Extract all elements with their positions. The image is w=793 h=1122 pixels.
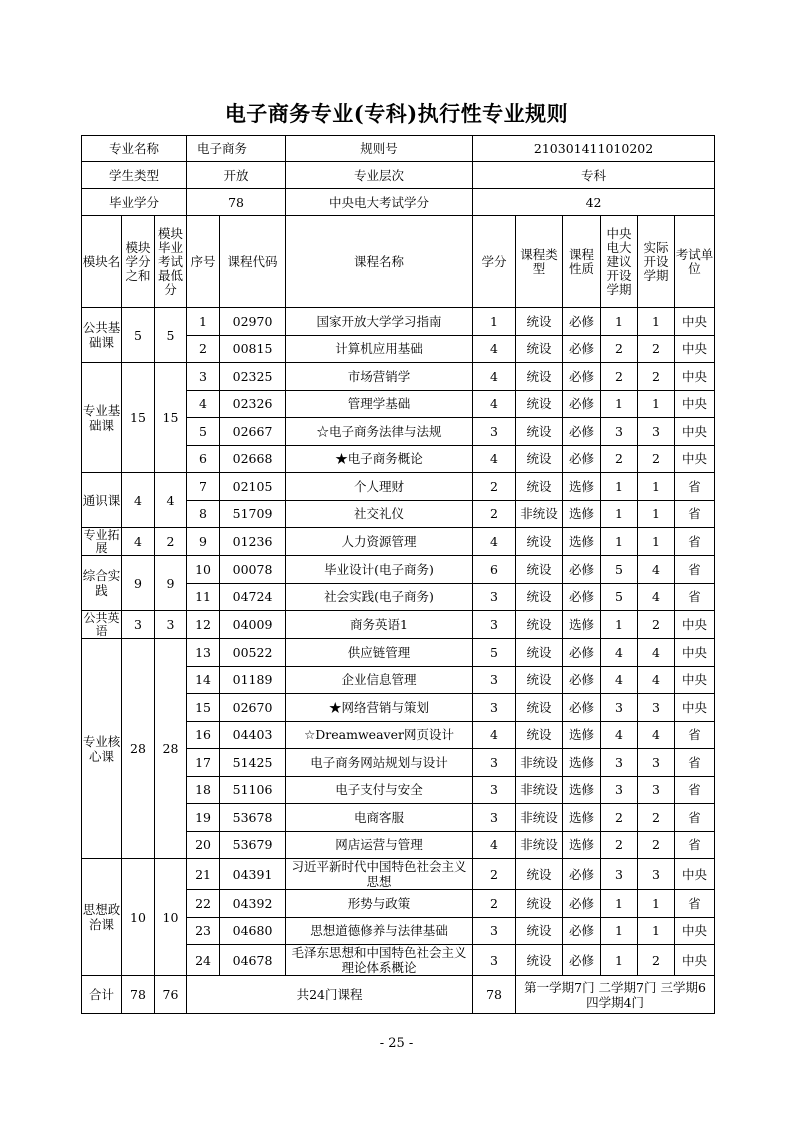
course-seq: 18 bbox=[187, 776, 220, 804]
course-nature: 必修 bbox=[563, 639, 601, 667]
table-row bbox=[82, 528, 715, 556]
course-type: 统设 bbox=[516, 308, 563, 336]
header-code: 课程代码 bbox=[220, 216, 286, 308]
course-code: 02326 bbox=[220, 390, 286, 418]
course-nature: 必修 bbox=[563, 335, 601, 363]
course-seq: 21 bbox=[187, 859, 220, 890]
course-nature: 选修 bbox=[563, 611, 601, 639]
course-credit: 2 bbox=[473, 890, 516, 918]
course-code: 04680 bbox=[220, 917, 286, 945]
course-code: 04391 bbox=[220, 859, 286, 890]
module-min: 28 bbox=[155, 639, 187, 859]
course-seq: 5 bbox=[187, 418, 220, 446]
course-credit: 1 bbox=[473, 308, 516, 336]
header-seq: 序号 bbox=[187, 216, 220, 308]
course-code: 02667 bbox=[220, 418, 286, 446]
course-seq: 19 bbox=[187, 804, 220, 832]
course-exam-unit: 省 bbox=[675, 528, 715, 556]
table-row bbox=[82, 308, 715, 336]
course-credit: 3 bbox=[473, 666, 516, 694]
course-seq: 20 bbox=[187, 831, 220, 859]
module-min: 15 bbox=[155, 363, 187, 473]
course-suggest-term: 4 bbox=[601, 721, 638, 749]
course-nature: 选修 bbox=[563, 721, 601, 749]
course-type: 统设 bbox=[516, 556, 563, 584]
course-nature: 必修 bbox=[563, 308, 601, 336]
course-type: 统设 bbox=[516, 445, 563, 473]
course-course-name: 形势与政策 bbox=[286, 890, 473, 918]
table-row bbox=[82, 363, 715, 391]
info-row-2 bbox=[82, 162, 715, 189]
course-code: 02670 bbox=[220, 694, 286, 722]
summary-credit: 78 bbox=[122, 976, 155, 1014]
course-type: 统设 bbox=[516, 890, 563, 918]
course-course-name: ★电子商务概论 bbox=[286, 445, 473, 473]
course-exam-unit: 省 bbox=[675, 804, 715, 832]
course-exam-unit: 中央 bbox=[675, 639, 715, 667]
course-actual-term: 2 bbox=[638, 445, 675, 473]
course-actual-term: 1 bbox=[638, 308, 675, 336]
course-credit: 2 bbox=[473, 859, 516, 890]
course-code: 53678 bbox=[220, 804, 286, 832]
course-exam-unit: 省 bbox=[675, 583, 715, 611]
course-suggest-term: 2 bbox=[601, 831, 638, 859]
table-row bbox=[82, 556, 715, 584]
major-name-label: 专业名称 bbox=[82, 136, 187, 162]
header-nature: 课程性质 bbox=[563, 216, 601, 308]
course-exam-unit: 省 bbox=[675, 500, 715, 528]
course-exam-unit: 省 bbox=[675, 831, 715, 859]
course-nature: 选修 bbox=[563, 804, 601, 832]
header-course-name: 课程名称 bbox=[286, 216, 473, 308]
course-credit: 3 bbox=[473, 917, 516, 945]
module-name: 通识课 bbox=[82, 473, 122, 528]
course-actual-term: 1 bbox=[638, 917, 675, 945]
central-credit-label: 中央电大考试学分 bbox=[286, 189, 473, 216]
course-seq: 14 bbox=[187, 666, 220, 694]
course-nature: 选修 bbox=[563, 749, 601, 777]
course-code: 04724 bbox=[220, 583, 286, 611]
course-seq: 7 bbox=[187, 473, 220, 501]
course-course-name: 毕业设计(电子商务) bbox=[286, 556, 473, 584]
course-code: 01236 bbox=[220, 528, 286, 556]
module-name: 综合实践 bbox=[82, 556, 122, 611]
header-actual-term: 实际开设学期 bbox=[638, 216, 675, 308]
course-seq: 23 bbox=[187, 917, 220, 945]
course-actual-term: 3 bbox=[638, 776, 675, 804]
course-actual-term: 2 bbox=[638, 831, 675, 859]
course-course-name: 国家开放大学学习指南 bbox=[286, 308, 473, 336]
course-exam-unit: 中央 bbox=[675, 666, 715, 694]
course-nature: 选修 bbox=[563, 528, 601, 556]
module-name: 思想政治课 bbox=[82, 859, 122, 976]
table-row bbox=[82, 639, 715, 667]
course-course-name: 社交礼仪 bbox=[286, 500, 473, 528]
course-suggest-term: 2 bbox=[601, 445, 638, 473]
course-type: 统设 bbox=[516, 363, 563, 391]
course-suggest-term: 1 bbox=[601, 917, 638, 945]
course-suggest-term: 4 bbox=[601, 639, 638, 667]
course-credit: 3 bbox=[473, 694, 516, 722]
course-type: 统设 bbox=[516, 583, 563, 611]
course-suggest-term: 1 bbox=[601, 890, 638, 918]
module-credit: 15 bbox=[122, 363, 155, 473]
course-exam-unit: 中央 bbox=[675, 335, 715, 363]
course-nature: 必修 bbox=[563, 890, 601, 918]
course-suggest-term: 4 bbox=[601, 666, 638, 694]
course-suggest-term: 5 bbox=[601, 556, 638, 584]
course-type: 统设 bbox=[516, 945, 563, 976]
course-nature: 必修 bbox=[563, 859, 601, 890]
course-code: 01189 bbox=[220, 666, 286, 694]
course-course-name: 毛泽东思想和中国特色社会主义理论体系概论 bbox=[286, 945, 473, 976]
module-min: 4 bbox=[155, 473, 187, 528]
course-actual-term: 2 bbox=[638, 363, 675, 391]
course-nature: 选修 bbox=[563, 776, 601, 804]
module-name: 专业基础课 bbox=[82, 363, 122, 473]
course-seq: 16 bbox=[187, 721, 220, 749]
summary-course-count: 共24门课程 bbox=[187, 976, 473, 1014]
course-actual-term: 4 bbox=[638, 639, 675, 667]
course-code: 02105 bbox=[220, 473, 286, 501]
course-course-name: 管理学基础 bbox=[286, 390, 473, 418]
course-actual-term: 2 bbox=[638, 945, 675, 976]
course-actual-term: 2 bbox=[638, 611, 675, 639]
rule-no-value: 210301411010202 bbox=[473, 136, 715, 162]
course-course-name: 个人理财 bbox=[286, 473, 473, 501]
info-row-3 bbox=[82, 189, 715, 216]
course-suggest-term: 2 bbox=[601, 363, 638, 391]
course-exam-unit: 省 bbox=[675, 473, 715, 501]
course-code: 53679 bbox=[220, 831, 286, 859]
module-credit: 10 bbox=[122, 859, 155, 976]
course-seq: 8 bbox=[187, 500, 220, 528]
module-credit: 9 bbox=[122, 556, 155, 611]
info-row-1 bbox=[82, 136, 715, 162]
course-exam-unit: 中央 bbox=[675, 308, 715, 336]
summary-total-credit: 78 bbox=[473, 976, 516, 1014]
table-row bbox=[82, 611, 715, 639]
header-type: 课程类型 bbox=[516, 216, 563, 308]
course-code: 02970 bbox=[220, 308, 286, 336]
course-seq: 12 bbox=[187, 611, 220, 639]
course-nature: 必修 bbox=[563, 666, 601, 694]
course-code: 00522 bbox=[220, 639, 286, 667]
course-actual-term: 3 bbox=[638, 859, 675, 890]
summary-terms: 第一学期7门 二学期7门 三学期6 四学期4门 bbox=[516, 976, 715, 1014]
course-course-name: 供应链管理 bbox=[286, 639, 473, 667]
course-credit: 4 bbox=[473, 721, 516, 749]
course-type: 非统设 bbox=[516, 500, 563, 528]
course-actual-term: 3 bbox=[638, 418, 675, 446]
rule-no-label: 规则号 bbox=[286, 136, 473, 162]
course-suggest-term: 3 bbox=[601, 859, 638, 890]
course-course-name: 电商客服 bbox=[286, 804, 473, 832]
header-module-credit: 模块学分之和 bbox=[122, 216, 155, 308]
page-title: 电子商务专业(专科)执行性专业规则 bbox=[224, 101, 569, 126]
course-code: 51709 bbox=[220, 500, 286, 528]
course-suggest-term: 1 bbox=[601, 308, 638, 336]
course-course-name: 习近平新时代中国特色社会主义思想 bbox=[286, 859, 473, 890]
course-code: 00078 bbox=[220, 556, 286, 584]
course-actual-term: 3 bbox=[638, 749, 675, 777]
course-type: 统设 bbox=[516, 694, 563, 722]
course-course-name: 商务英语1 bbox=[286, 611, 473, 639]
course-seq: 1 bbox=[187, 308, 220, 336]
course-actual-term: 1 bbox=[638, 528, 675, 556]
course-course-name: 网店运营与管理 bbox=[286, 831, 473, 859]
module-name: 专业拓展 bbox=[83, 528, 120, 555]
grad-credit-label: 毕业学分 bbox=[82, 189, 187, 216]
course-seq: 22 bbox=[187, 890, 220, 918]
level-label: 专业层次 bbox=[286, 162, 473, 189]
level-value: 专科 bbox=[473, 162, 715, 189]
course-suggest-term: 3 bbox=[601, 749, 638, 777]
course-credit: 4 bbox=[473, 528, 516, 556]
course-credit: 4 bbox=[473, 335, 516, 363]
course-type: 统设 bbox=[516, 528, 563, 556]
course-type: 统设 bbox=[516, 721, 563, 749]
course-nature: 必修 bbox=[563, 945, 601, 976]
course-exam-unit: 中央 bbox=[675, 418, 715, 446]
course-nature: 必修 bbox=[563, 556, 601, 584]
course-seq: 24 bbox=[187, 945, 220, 976]
course-nature: 必修 bbox=[563, 694, 601, 722]
course-suggest-term: 1 bbox=[601, 528, 638, 556]
course-seq: 3 bbox=[187, 363, 220, 391]
course-code: 04678 bbox=[220, 945, 286, 976]
course-seq: 6 bbox=[187, 445, 220, 473]
course-code: 51425 bbox=[220, 749, 286, 777]
header-module-min: 模块毕业考试最低分 bbox=[155, 216, 187, 308]
header-module-name: 模块名 bbox=[82, 216, 122, 308]
module-credit: 3 bbox=[122, 611, 155, 639]
course-exam-unit: 中央 bbox=[675, 694, 715, 722]
course-type: 非统设 bbox=[516, 831, 563, 859]
table-row bbox=[82, 473, 715, 501]
course-course-name: 社会实践(电子商务) bbox=[286, 583, 473, 611]
course-course-name: 思想道德修养与法律基础 bbox=[286, 917, 473, 945]
course-actual-term: 4 bbox=[638, 721, 675, 749]
course-credit: 4 bbox=[473, 445, 516, 473]
course-credit: 4 bbox=[473, 831, 516, 859]
course-type: 非统设 bbox=[516, 749, 563, 777]
course-actual-term: 1 bbox=[638, 500, 675, 528]
course-actual-term: 4 bbox=[638, 666, 675, 694]
course-suggest-term: 3 bbox=[601, 418, 638, 446]
course-suggest-term: 1 bbox=[601, 611, 638, 639]
course-type: 统设 bbox=[516, 666, 563, 694]
course-credit: 4 bbox=[473, 363, 516, 391]
course-actual-term: 2 bbox=[638, 335, 675, 363]
course-seq: 15 bbox=[187, 694, 220, 722]
header-suggest-term: 中央电大建议开设学期 bbox=[601, 216, 638, 308]
course-nature: 必修 bbox=[563, 390, 601, 418]
major-name-value: 电子商务 bbox=[187, 136, 286, 162]
course-code: 04009 bbox=[220, 611, 286, 639]
course-course-name: 市场营销学 bbox=[286, 363, 473, 391]
course-seq: 4 bbox=[187, 390, 220, 418]
course-seq: 11 bbox=[187, 583, 220, 611]
course-course-name: 企业信息管理 bbox=[286, 666, 473, 694]
student-type-value: 开放 bbox=[187, 162, 286, 189]
course-course-name: ★网络营销与策划 bbox=[286, 694, 473, 722]
course-credit: 3 bbox=[473, 749, 516, 777]
course-code: 04403 bbox=[220, 721, 286, 749]
course-exam-unit: 中央 bbox=[675, 445, 715, 473]
course-suggest-term: 2 bbox=[601, 335, 638, 363]
course-suggest-term: 1 bbox=[601, 945, 638, 976]
course-credit: 3 bbox=[473, 418, 516, 446]
course-seq: 9 bbox=[187, 528, 220, 556]
module-min: 3 bbox=[155, 611, 187, 639]
course-exam-unit: 中央 bbox=[675, 945, 715, 976]
course-code: 02668 bbox=[220, 445, 286, 473]
header-row bbox=[82, 216, 715, 308]
course-credit: 2 bbox=[473, 500, 516, 528]
course-exam-unit: 省 bbox=[675, 749, 715, 777]
module-credit: 5 bbox=[122, 308, 155, 363]
summary-row bbox=[82, 976, 715, 1014]
module-name: 公共基础课 bbox=[82, 308, 122, 363]
course-suggest-term: 1 bbox=[601, 500, 638, 528]
course-actual-term: 2 bbox=[638, 804, 675, 832]
course-exam-unit: 省 bbox=[675, 556, 715, 584]
course-type: 统设 bbox=[516, 335, 563, 363]
course-code: 02325 bbox=[220, 363, 286, 391]
course-actual-term: 4 bbox=[638, 556, 675, 584]
course-exam-unit: 中央 bbox=[675, 859, 715, 890]
page-number: - 25 - bbox=[379, 1036, 414, 1051]
course-credit: 3 bbox=[473, 583, 516, 611]
course-table bbox=[81, 135, 715, 1014]
course-nature: 必修 bbox=[563, 418, 601, 446]
course-nature: 必修 bbox=[563, 917, 601, 945]
course-exam-unit: 中央 bbox=[675, 390, 715, 418]
grad-credit-value: 78 bbox=[187, 189, 286, 216]
course-actual-term: 4 bbox=[638, 583, 675, 611]
course-nature: 必修 bbox=[563, 363, 601, 391]
module-credit: 4 bbox=[122, 473, 155, 528]
course-nature: 必修 bbox=[563, 583, 601, 611]
module-min: 2 bbox=[155, 528, 187, 556]
course-course-name: 电子支付与安全 bbox=[286, 776, 473, 804]
course-suggest-term: 1 bbox=[601, 473, 638, 501]
course-credit: 5 bbox=[473, 639, 516, 667]
module-credit: 4 bbox=[122, 528, 155, 556]
course-code: 00815 bbox=[220, 335, 286, 363]
course-seq: 2 bbox=[187, 335, 220, 363]
course-credit: 2 bbox=[473, 473, 516, 501]
course-actual-term: 3 bbox=[638, 694, 675, 722]
course-exam-unit: 中央 bbox=[675, 363, 715, 391]
module-name: 公共英语 bbox=[83, 611, 120, 638]
course-course-name: 电子商务网站规划与设计 bbox=[286, 749, 473, 777]
course-course-name: 人力资源管理 bbox=[286, 528, 473, 556]
course-type: 非统设 bbox=[516, 804, 563, 832]
course-course-name: ☆电子商务法律与法规 bbox=[286, 418, 473, 446]
module-min: 10 bbox=[155, 859, 187, 976]
course-suggest-term: 5 bbox=[601, 583, 638, 611]
course-type: 统设 bbox=[516, 418, 563, 446]
course-credit: 6 bbox=[473, 556, 516, 584]
course-exam-unit: 省 bbox=[675, 890, 715, 918]
course-suggest-term: 3 bbox=[601, 694, 638, 722]
course-credit: 3 bbox=[473, 611, 516, 639]
header-credit: 学分 bbox=[473, 216, 516, 308]
course-type: 统设 bbox=[516, 917, 563, 945]
course-type: 统设 bbox=[516, 473, 563, 501]
course-seq: 10 bbox=[187, 556, 220, 584]
course-seq: 17 bbox=[187, 749, 220, 777]
course-type: 统设 bbox=[516, 639, 563, 667]
module-min: 9 bbox=[155, 556, 187, 611]
summary-label: 合计 bbox=[82, 976, 122, 1014]
module-min: 5 bbox=[155, 308, 187, 363]
course-code: 51106 bbox=[220, 776, 286, 804]
module-name: 专业核心课 bbox=[82, 639, 122, 859]
course-credit: 3 bbox=[473, 945, 516, 976]
course-actual-term: 1 bbox=[638, 473, 675, 501]
course-suggest-term: 3 bbox=[601, 776, 638, 804]
course-nature: 必修 bbox=[563, 445, 601, 473]
course-nature: 选修 bbox=[563, 473, 601, 501]
course-nature: 选修 bbox=[563, 500, 601, 528]
summary-min: 76 bbox=[155, 976, 187, 1014]
course-suggest-term: 1 bbox=[601, 390, 638, 418]
central-credit-value: 42 bbox=[473, 189, 715, 216]
course-exam-unit: 中央 bbox=[675, 611, 715, 639]
course-course-name: ☆Dreamweaver网页设计 bbox=[286, 721, 473, 749]
module-credit: 28 bbox=[122, 639, 155, 859]
student-type-label: 学生类型 bbox=[82, 162, 187, 189]
course-type: 统设 bbox=[516, 859, 563, 890]
course-actual-term: 1 bbox=[638, 890, 675, 918]
course-code: 04392 bbox=[220, 890, 286, 918]
course-suggest-term: 2 bbox=[601, 804, 638, 832]
course-actual-term: 1 bbox=[638, 390, 675, 418]
course-seq: 13 bbox=[187, 639, 220, 667]
course-nature: 选修 bbox=[563, 831, 601, 859]
header-exam-unit: 考试单位 bbox=[675, 216, 715, 308]
course-exam-unit: 省 bbox=[675, 776, 715, 804]
course-credit: 4 bbox=[473, 390, 516, 418]
course-type: 非统设 bbox=[516, 776, 563, 804]
course-credit: 3 bbox=[473, 804, 516, 832]
course-credit: 3 bbox=[473, 776, 516, 804]
course-course-name: 计算机应用基础 bbox=[286, 335, 473, 363]
course-type: 统设 bbox=[516, 390, 563, 418]
course-type: 统设 bbox=[516, 611, 563, 639]
table-row bbox=[82, 859, 715, 890]
course-exam-unit: 中央 bbox=[675, 917, 715, 945]
course-exam-unit: 省 bbox=[675, 721, 715, 749]
